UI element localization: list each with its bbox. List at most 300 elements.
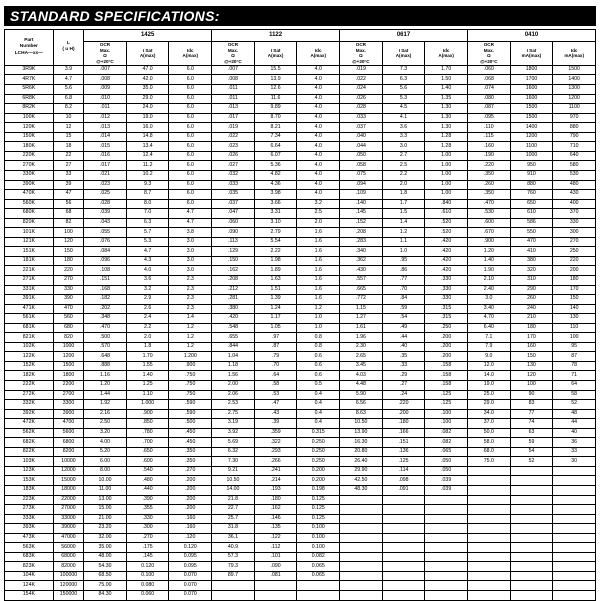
table-cell (382, 552, 425, 562)
cell-inductance: 390 (53, 295, 83, 305)
cell-inductance: 22 (53, 151, 83, 161)
table-cell: 0.095 (169, 562, 212, 572)
table-cell: 25.0 (468, 390, 511, 400)
group-header-row (5, 30, 596, 42)
table-row (5, 314, 596, 324)
table-row (5, 285, 596, 295)
table-cell: 58 (553, 390, 596, 400)
table-cell: .115 (468, 132, 511, 142)
table-cell (510, 571, 553, 581)
table-cell: .090 (254, 562, 297, 572)
table-cell (510, 514, 553, 524)
table-cell: .180 (254, 495, 297, 505)
table-cell: .050 (340, 151, 383, 161)
table-cell (468, 543, 511, 553)
table-cell: 950 (510, 161, 553, 171)
table-cell: 0.070 (169, 581, 212, 591)
table-cell (340, 524, 383, 534)
cell-inductance: 8.2 (53, 104, 83, 114)
table-cell: 150 (510, 352, 553, 362)
table-cell: .840 (425, 199, 468, 209)
table-cell: .022 (212, 132, 255, 142)
table-cell: 0.4 (297, 390, 340, 400)
cell-part-number: 563K (5, 543, 54, 553)
table-cell: 83 (510, 400, 553, 410)
table-cell: 5.20 (84, 447, 127, 457)
table-cell: 1.61 (340, 323, 383, 333)
table-cell: 35.00 (84, 543, 127, 553)
table-row (5, 65, 596, 75)
table-cell (212, 591, 255, 601)
table-cell: .023 (84, 180, 127, 190)
table-cell: 1100 (553, 104, 596, 114)
table-cell: 7.9 (468, 342, 511, 352)
cell-part-number: 222K (5, 380, 54, 390)
cell-part-number: 4R7K (5, 75, 54, 85)
table-cell: 6.0 (169, 65, 212, 75)
table-cell: .900 (468, 237, 511, 247)
table-cell: .028 (84, 199, 127, 209)
table-cell: 6.40 (468, 323, 511, 333)
table-cell: .665 (340, 285, 383, 295)
table-cell: .044 (340, 142, 383, 152)
table-cell (468, 571, 511, 581)
table-cell: 0.120 (126, 562, 169, 572)
cell-part-number: 331K (5, 285, 54, 295)
table-cell: 21.8 (212, 495, 255, 505)
cell-inductance: 470 (53, 304, 83, 314)
table-cell: 63 (510, 428, 553, 438)
table-cell: .112 (254, 543, 297, 553)
table-cell: 2.3 (169, 295, 212, 305)
table-cell: .100 (425, 409, 468, 419)
table-cell: 47.0 (126, 65, 169, 75)
table-row (5, 524, 596, 534)
table-cell: 1.00 (425, 170, 468, 180)
table-cell: 1.00 (425, 161, 468, 171)
table-cell: 74 (510, 419, 553, 429)
table-cell: 2.79 (254, 228, 297, 238)
table-cell: 15.5 (254, 65, 297, 75)
table-cell: 0.080 (126, 581, 169, 591)
table-cell (425, 562, 468, 572)
table-cell: 4.7 (169, 209, 212, 219)
table-cell: .900 (126, 409, 169, 419)
table-cell: 29.0 (126, 94, 169, 104)
cell-inductance: 33 (53, 170, 83, 180)
table-cell (425, 514, 468, 524)
table-cell: .70 (254, 361, 297, 371)
table-cell: 580 (553, 161, 596, 171)
table-row (5, 333, 596, 343)
table-cell: 150 (553, 295, 596, 305)
table-cell: 3.2 (297, 199, 340, 209)
table-cell: .080 (468, 94, 511, 104)
table-cell: 1700 (510, 75, 553, 85)
table-cell (510, 486, 553, 496)
table-cell: 6.0 (169, 94, 212, 104)
table-cell: 2.22 (254, 247, 297, 257)
table-cell (382, 571, 425, 581)
table-cell: 1.98 (254, 256, 297, 266)
table-cell: .600 (126, 457, 169, 467)
table-cell: 4.70 (468, 314, 511, 324)
cell-inductance: 18 (53, 142, 83, 152)
table-cell: 54.30 (84, 562, 127, 572)
table-cell: 1.35 (425, 94, 468, 104)
table-cell: 1.6 (297, 266, 340, 276)
table-cell: 36 (553, 438, 596, 448)
cell-part-number: 822K (5, 447, 54, 457)
table-cell: .655 (212, 333, 255, 343)
table-row (5, 419, 596, 429)
table-cell: 330 (553, 218, 596, 228)
table-cell: 0.125 (297, 495, 340, 505)
table-cell: 0.100 (297, 524, 340, 534)
table-cell: 550 (510, 228, 553, 238)
table-cell: 1800 (510, 65, 553, 75)
table-cell: .750 (169, 390, 212, 400)
table-cell: .182 (84, 295, 127, 305)
table-cell: 5.3 (126, 237, 169, 247)
table-cell: 2.65 (340, 352, 383, 362)
table-cell: .470 (468, 199, 511, 209)
cell-inductance: 1500 (53, 361, 83, 371)
table-cell: .027 (212, 161, 255, 171)
table-cell: .200 (425, 352, 468, 362)
table-cell: 1.2 (297, 304, 340, 314)
table-cell: .40 (382, 342, 425, 352)
table-cell: 530 (553, 170, 596, 180)
table-cell (553, 562, 596, 572)
cell-part-number: 221K (5, 266, 54, 276)
table-cell: .058 (340, 161, 383, 171)
table-row (5, 170, 596, 180)
table-cell: 880 (510, 180, 553, 190)
table-cell: 1.17 (254, 314, 297, 324)
table-cell: 2.3 (169, 285, 212, 295)
cell-part-number: 472K (5, 419, 54, 429)
cell-part-number: 122K (5, 352, 54, 362)
table-cell (340, 543, 383, 553)
table-row (5, 275, 596, 285)
table-cell: .557 (340, 275, 383, 285)
table-cell: 180 (510, 323, 553, 333)
table-cell: .283 (340, 237, 383, 247)
table-cell (510, 524, 553, 534)
table-cell: 10.50 (340, 419, 383, 429)
table-cell: .090 (212, 228, 255, 238)
table-cell: .208 (340, 228, 383, 238)
table-cell: .017 (212, 113, 255, 123)
cell-inductance: 100000 (53, 571, 83, 581)
table-cell: 0.198 (297, 486, 340, 496)
table-cell: .49 (382, 323, 425, 333)
table-cell: 6.0 (169, 161, 212, 171)
table-cell: 640 (553, 151, 596, 161)
table-cell (382, 505, 425, 515)
table-cell: .670 (468, 228, 511, 238)
table-cell: .200 (169, 505, 212, 515)
header-idc-1425: Idc A(max) (169, 42, 212, 66)
table-cell: .152 (340, 218, 383, 228)
table-cell: .135 (254, 524, 297, 534)
table-cell: 90 (510, 390, 553, 400)
cell-part-number: 680K (5, 209, 54, 219)
cell-part-number: 102K (5, 342, 54, 352)
table-cell: .060 (212, 218, 255, 228)
table-cell: .390 (126, 495, 169, 505)
page-title: STANDARD SPECIFICATIONS: (10, 8, 220, 24)
table-cell: 0.070 (169, 591, 212, 601)
table-cell: 12.4 (126, 151, 169, 161)
table-cell: .022 (340, 75, 383, 85)
table-cell: 6.0 (169, 142, 212, 152)
cell-part-number: 3R9K (5, 65, 54, 75)
table-cell (468, 505, 511, 515)
table-cell: 240 (510, 304, 553, 314)
cell-part-number: 333K (5, 514, 54, 524)
table-row (5, 75, 596, 85)
table-row (5, 457, 596, 467)
cell-part-number: 272K (5, 390, 54, 400)
table-cell: .151 (84, 275, 127, 285)
table-cell (468, 562, 511, 572)
table-cell: .032 (212, 170, 255, 180)
table-cell: .355 (126, 505, 169, 515)
table-row (5, 371, 596, 381)
table-cell: 5.90 (340, 390, 383, 400)
table-row (5, 543, 596, 553)
table-cell (297, 591, 340, 601)
table-cell: .065 (425, 447, 468, 457)
table-row (5, 132, 596, 142)
table-cell (425, 524, 468, 534)
table-cell: 6.3 (126, 218, 169, 228)
table-row (5, 495, 596, 505)
table-cell: .021 (84, 170, 127, 180)
table-cell: 1000 (510, 151, 553, 161)
table-cell: .97 (254, 333, 297, 343)
table-cell: 37.0 (468, 419, 511, 429)
table-cell: 7.34 (254, 132, 297, 142)
cell-inductance: 68000 (53, 552, 83, 562)
table-cell: 21.00 (84, 514, 127, 524)
table-cell: .200 (169, 495, 212, 505)
table-cell: 4.0 (297, 113, 340, 123)
table-cell (425, 591, 468, 601)
cell-inductance: 39000 (53, 524, 83, 534)
table-cell: 1.6 (297, 247, 340, 257)
table-cell: 30 (553, 457, 596, 467)
table-cell: 11.2 (126, 161, 169, 171)
table-cell: .060 (468, 65, 511, 75)
table-cell: 1.63 (254, 275, 297, 285)
table-cell: 1.30 (425, 113, 468, 123)
table-cell: 33 (553, 447, 596, 457)
table-cell: 3.0 (169, 256, 212, 266)
table-cell: .33 (382, 361, 425, 371)
table-cell: 3.19 (212, 419, 255, 429)
cell-inductance: 10 (53, 113, 83, 123)
table-cell: 0.8 (297, 333, 340, 343)
table-cell: .010 (84, 94, 127, 104)
table-cell: 89.7 (212, 571, 255, 581)
table-cell: 1.00 (425, 151, 468, 161)
table-cell: 1.8 (382, 190, 425, 200)
table-cell (553, 466, 596, 476)
table-row (5, 295, 596, 305)
cell-inductance: 150 (53, 247, 83, 257)
table-cell: .200 (169, 476, 212, 486)
table-cell: 4.0 (126, 266, 169, 276)
table-cell: .013 (212, 104, 255, 114)
table-cell: .019 (340, 65, 383, 75)
table-cell: 19.0 (468, 380, 511, 390)
table-cell: 0.082 (297, 552, 340, 562)
table-cell: .330 (425, 285, 468, 295)
cell-inductance: 5600 (53, 428, 83, 438)
table-cell: .040 (340, 132, 383, 142)
table-cell: .772 (340, 295, 383, 305)
table-cell: 6.0 (169, 75, 212, 85)
table-cell: .026 (212, 151, 255, 161)
header-isat-0617: I Sat A(max) (382, 42, 425, 66)
table-cell (510, 581, 553, 591)
table-cell: .27 (382, 380, 425, 390)
table-cell: .160 (169, 524, 212, 534)
cell-inductance: 15 (53, 132, 83, 142)
cell-inductance: 3.9 (53, 65, 83, 75)
table-cell: .480 (126, 476, 169, 486)
table-cell: 0.100 (297, 533, 340, 543)
table-header (5, 30, 596, 66)
table-cell: 48.30 (340, 486, 383, 496)
table-cell: 1.04 (212, 352, 255, 362)
table-cell: 3.66 (254, 199, 297, 209)
table-row (5, 409, 596, 419)
cell-part-number: 681K (5, 323, 54, 333)
table-cell: .500 (84, 333, 127, 343)
table-cell: 34.0 (468, 409, 511, 419)
header-isat-0410: I Sat mA(max) (510, 42, 553, 66)
table-cell: 64 (553, 380, 596, 390)
table-cell: 100 (510, 380, 553, 390)
table-cell (553, 571, 596, 581)
table-cell: 200 (553, 266, 596, 276)
table-cell: .009 (84, 85, 127, 95)
table-cell: 790 (553, 132, 596, 142)
table-cell: .039 (425, 476, 468, 486)
table-cell: 2.10 (468, 275, 511, 285)
cell-part-number: 183K (5, 486, 54, 496)
cell-inductance: 120 (53, 237, 83, 247)
table-cell: 11.00 (84, 486, 127, 496)
cell-inductance: 3900 (53, 409, 83, 419)
cell-inductance: 6800 (53, 438, 83, 448)
table-cell: 0.315 (297, 428, 340, 438)
table-cell: .520 (425, 228, 468, 238)
table-cell: .200 (425, 333, 468, 343)
table-cell: 4.0 (297, 94, 340, 104)
table-cell: 4.03 (340, 371, 383, 381)
table-cell: .028 (340, 104, 383, 114)
table-cell: .109 (340, 190, 383, 200)
table-cell: .59 (382, 304, 425, 314)
cell-inductance: 56000 (53, 543, 83, 553)
table-cell: 2.3 (169, 275, 212, 285)
table-cell: .125 (425, 390, 468, 400)
cell-part-number: 471K (5, 304, 54, 314)
table-row (5, 562, 596, 572)
cell-part-number: 121K (5, 237, 54, 247)
table-cell: .214 (254, 476, 297, 486)
table-cell: .430 (340, 266, 383, 276)
table-cell: .013 (84, 123, 127, 133)
table-cell: 0.4 (297, 400, 340, 410)
table-cell: 3.6 (382, 123, 425, 133)
table-cell: 0.6 (297, 371, 340, 381)
table-cell: .160 (169, 514, 212, 524)
table-cell: 1.24 (254, 304, 297, 314)
table-cell: 0.5 (297, 380, 340, 390)
table-cell: .075 (340, 170, 383, 180)
cell-part-number: 181K (5, 256, 54, 266)
table-cell: .440 (126, 486, 169, 496)
cell-inductance: 10000 (53, 457, 83, 467)
table-cell: 0.120 (169, 543, 212, 553)
cell-part-number: 823K (5, 562, 54, 572)
table-cell: 220 (553, 256, 596, 266)
cell-inductance: 330 (53, 285, 83, 295)
table-cell: 1300 (553, 85, 596, 95)
table-cell: 1.05 (254, 323, 297, 333)
table-cell: 48 (553, 409, 596, 419)
table-cell: 3.0 (468, 295, 511, 305)
table-cell (340, 562, 383, 572)
table-cell: 4.0 (297, 190, 340, 200)
table-cell: .122 (254, 533, 297, 543)
table-cell: .011 (212, 85, 255, 95)
table-cell: .095 (468, 113, 511, 123)
table-cell: .750 (169, 380, 212, 390)
table-cell: .096 (84, 256, 127, 266)
table-cell: .043 (84, 218, 127, 228)
cell-inductance: 82 (53, 218, 83, 228)
cell-part-number: 100K (5, 113, 54, 123)
table-cell: 10.2 (126, 170, 169, 180)
table-cell: .015 (84, 142, 127, 152)
table-cell: 26.40 (340, 457, 383, 467)
table-cell: .362 (340, 256, 383, 266)
table-cell: 2.16 (84, 409, 127, 419)
table-cell: .750 (169, 371, 212, 381)
table-cell: 1.27 (340, 314, 383, 324)
table-cell: 170 (553, 285, 596, 295)
header-ocr-1122: OCR Max. Ω @+20°C (212, 42, 255, 66)
table-cell: 6.00 (84, 457, 127, 467)
table-cell: 140 (553, 304, 596, 314)
table-cell: 4.0 (297, 132, 340, 142)
cell-part-number: 6R8K (5, 94, 54, 104)
table-row (5, 151, 596, 161)
table-cell: 87 (553, 352, 596, 362)
cell-inductance: 5.6 (53, 85, 83, 95)
table-row (5, 113, 596, 123)
table-cell (382, 543, 425, 553)
table-cell: 1100 (510, 142, 553, 152)
cell-part-number: 8R2K (5, 104, 54, 114)
